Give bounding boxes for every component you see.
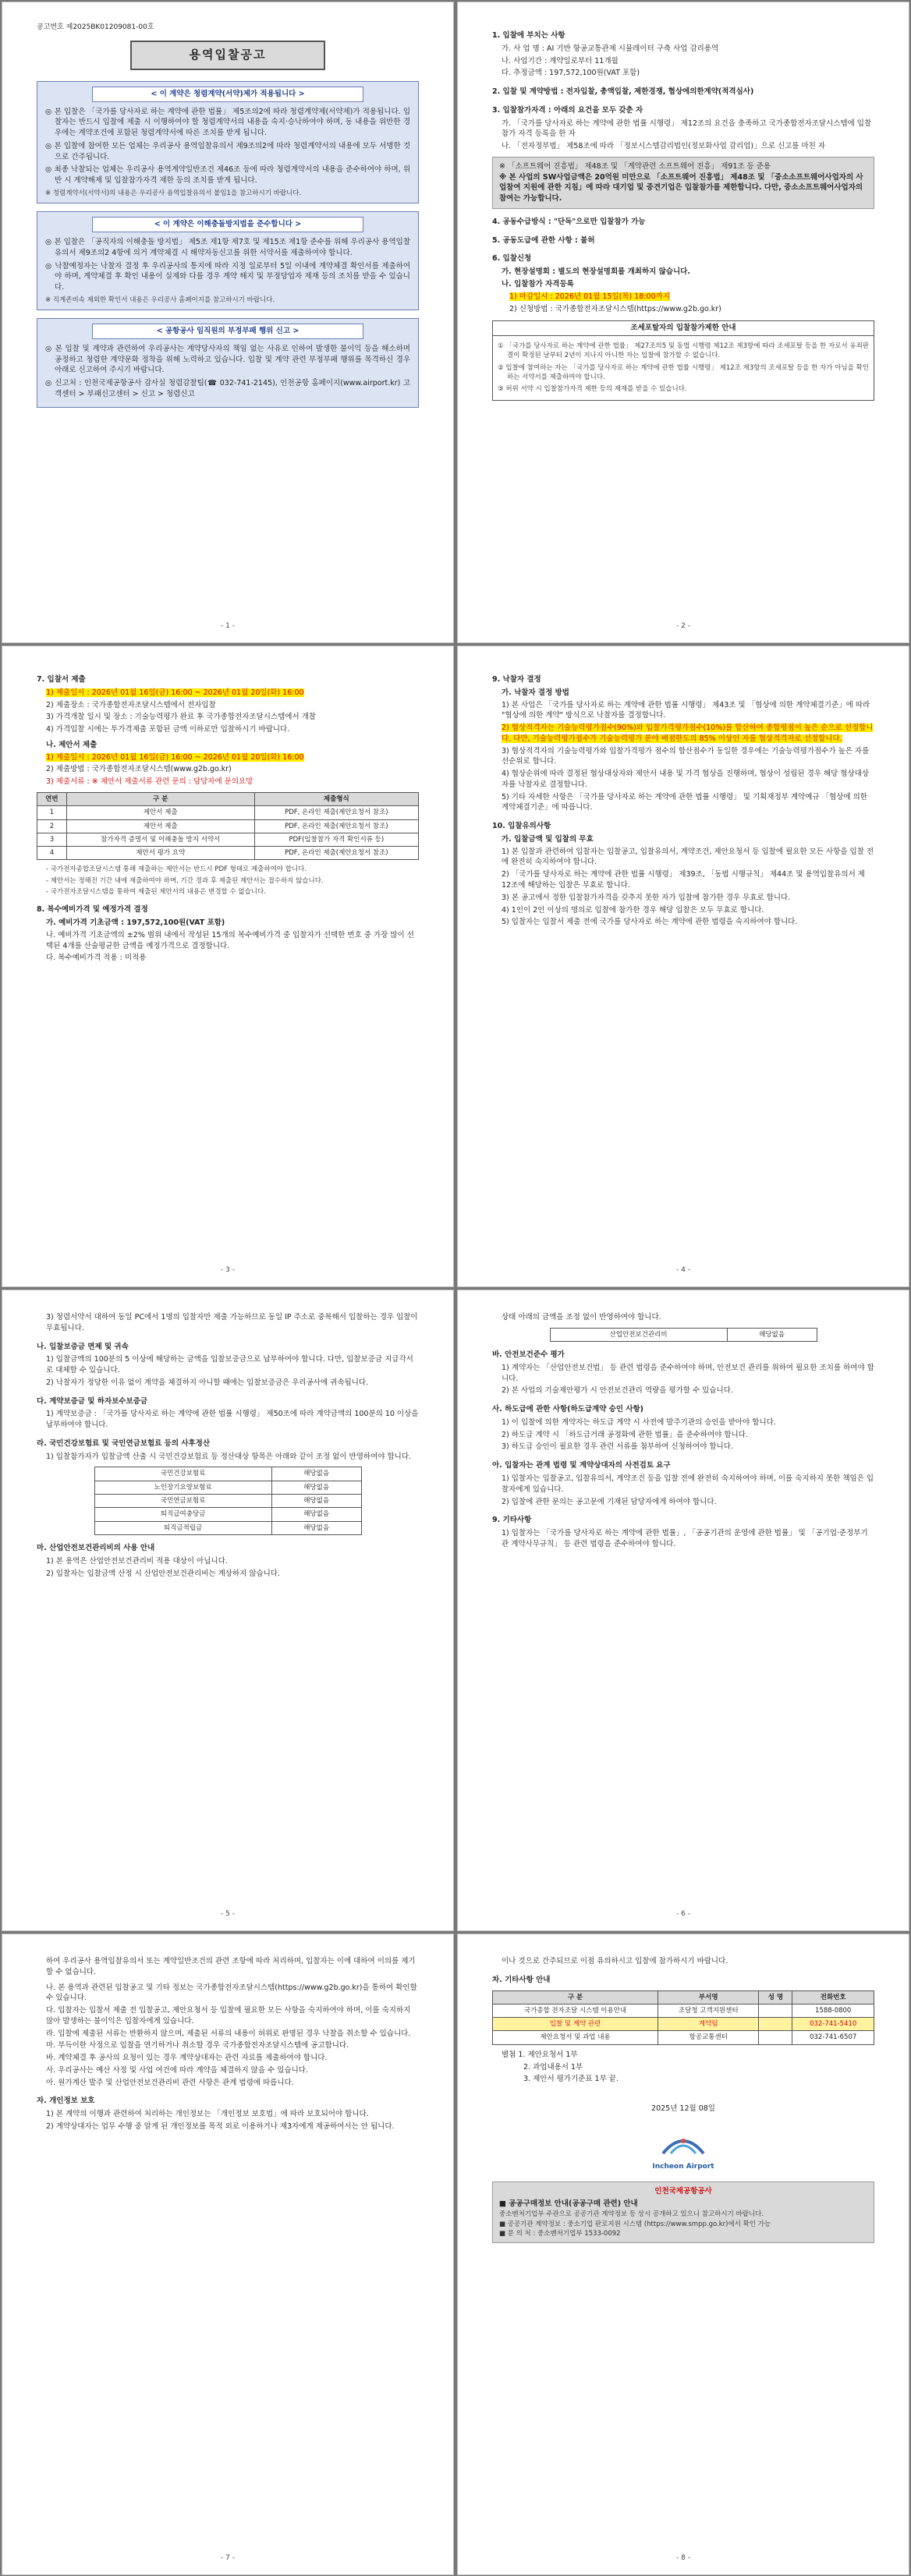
org-name: 인천국제공항공사 <box>654 2186 712 2196</box>
conflict-title: < 이 계약은 이해충돌방지법을 준수합니다 > <box>92 217 363 232</box>
page-1 <box>2 2 454 643</box>
page-number: - 1 - <box>221 621 235 630</box>
attachment: 3. 제안서 평가기준표 1부 끝. <box>523 2075 619 2084</box>
footer-item: ■ 문 의 처 : 중소벤처기업부 1533-0092 <box>499 2229 621 2238</box>
page-2 <box>457 2 909 643</box>
table-cell: 제안서 제출 <box>66 819 254 833</box>
list-item: 나. 입찰참가 자격등록 <box>502 280 574 289</box>
table-cell: 퇴직급여충당금 <box>94 1508 271 1521</box>
airport-logo-icon <box>660 2132 707 2158</box>
list-item: 바. 계약체결 후 공사의 요청이 있는 경우 계약상대자는 관련 자료를 제출하여야 합니다. <box>46 2054 328 2063</box>
table-cell: 1588-0800 <box>792 2004 874 2017</box>
table-cell: 제안서 제출 <box>66 806 254 819</box>
table-cell: 참가자격 증명서 및 이해충돌 방지 서약서 <box>66 833 254 846</box>
list-item: 3) 하도급 승인이 필요한 경우 관련 서류를 첨부하여 신청하여야 합니다. <box>502 1442 733 1452</box>
table-cell: PDF(입찰참가 자격 확인서류 등) <box>254 833 418 846</box>
table-cell: 노인장기요양보험료 <box>94 1481 271 1494</box>
box2-note: ※ 직계존비속 제외한 확인서 내용은 우리공사 홈페이지를 참고하시기 바랍니다. <box>45 295 275 304</box>
box3-item: ◎ 신고처 : 인천국제공항공사 감사실 청렴감찰팀(☎ 032-741-2145), 인천공항 홈페이지(www.airport.kr) 고객센터 > 부패신고센터 > 신고 > 청렴신고 <box>45 379 410 398</box>
list-item: 2) 「국가를 당사자로 하는 계약에 관한 법률 시행령」 제39조, 「동법 시행규칙」 제44조 및 용역입찰유의서 제12조에 해당하는 입찰은 무효로 합니다. <box>502 870 865 890</box>
list-item: 1) 계약보증금 : 「국가를 당사자로 하는 계약에 관한 법률 시행령」 제50조에 따라 계약금액의 100분의 10 이상을 납부하여야 합니다. <box>46 1410 419 1430</box>
list-item: 하여 우리공사 용역입찰유의서 또는 계약일반조건의 관련 조항에 따라 처리하며, 입찰자는 이에 대하여 이의를 제기할 수 없습니다. <box>46 1957 416 1976</box>
table-cell: PDF, 온라인 제출(제안요청서 참조) <box>254 819 418 833</box>
table-header: 전화번호 <box>792 1990 874 2004</box>
section-heading: 5. 공동도급에 관한 사항 : 불허 <box>492 235 595 245</box>
proposal-deadline: 1) 제출일시 : 2026년 01월 16일(금) 16:00 ~ 2026년 01월 20일(화) 16:00 <box>46 752 304 762</box>
table-cell: 1 <box>37 806 67 819</box>
section-heading: 마. 산업안전보건관리비의 사용 안내 <box>37 1543 155 1552</box>
section-heading: 10. 입찰유의사항 <box>492 822 551 831</box>
list-item: 3) 제출서류 : ※ 제안서 제출서류 관련 문의 : 담당자에 문의요망 <box>46 777 253 787</box>
section-heading: 바. 안전보건준수 평가 <box>492 1350 565 1360</box>
table-row <box>493 2031 874 2044</box>
table-cell: 국민연금보험료 <box>94 1495 271 1508</box>
page-8 <box>457 1934 909 2575</box>
list-item: 3) 가격개찰 일시 및 장소 : 기술능력평가 완료 후 국가종합전자조달시스템에서 개찰 <box>46 713 316 722</box>
box1-note: ※ 청렴계약서(서약서)의 내용은 우리공사 용역입찰유의서 붙임1을 참고하시기 바랍니다. <box>45 189 302 197</box>
box2-item: ◎ 낙찰예정자는 낙찰자 결정 후 우리공사의 통지에 따라 지정 일로부터 5일 이내에 계약체결 확인서를 제출하여야 하며, 계약체결 후 확인 내용이 실제와 다를 경우 계약 해지 및 부정당업자 제재 등의 조치를 받을 수 있습니다. <box>45 261 410 292</box>
list-item: 3) 청렴서약서 대하여 동일 PC에서 1명의 입찰자만 제출 가능하므로 동일 IP 주소로 중복해서 입찰하는 경우 입찰이 무효됩니다. <box>46 1313 418 1332</box>
registration-deadline: 1) 마감일시 : 2026년 01월 15일(목) 18:00까지 <box>509 292 670 301</box>
page-3 <box>2 646 454 1287</box>
table-row <box>37 833 419 846</box>
table-row <box>37 806 419 819</box>
list-item: 나. 본 용역과 관련된 입찰공고 및 기타 정보는 국가종합전자조달시스템(https://www.g2b.go.kr)을 통하여 확인할 수 있습니다. <box>46 1983 417 2003</box>
public-procurement-box <box>492 2181 874 2243</box>
list-item: 가. 낙찰자 결정 방법 <box>502 688 569 697</box>
table-cell: 032-741-6507 <box>792 2031 874 2044</box>
table-header: 제출형식 <box>254 792 418 805</box>
table-cell: 조달청 고객지원센터 <box>658 2004 759 2017</box>
list-item: 다. 복수예비가격 적용 : 미적용 <box>46 954 147 963</box>
table-cell: 해당없음 <box>271 1495 361 1508</box>
list-item: 1) 입찰자는 「국가를 당사자로 하는 계약에 관한 법률」, 「공공기관의 운영에 관한 법률」 및 「공기업·준정부기관 계약사무규칙」 등 관련 법령을 준수하여야 합니다. <box>502 1529 868 1548</box>
integrity-contract-box <box>37 81 419 203</box>
conflict-of-interest-box <box>37 211 419 310</box>
list-item: 1) 본 계약의 이행과 관련하여 처리하는 개인정보는 「개인정보 보호법」에 따라 보호되어야 합니다. <box>46 2110 369 2119</box>
list-item: 5) 기타 자세한 사항은 「국가를 당사자로 하는 계약에 관한 법률 시행령」 및 기획재정부 계약예규 「협상에 의한 계약체결기준」에 따릅니다. <box>502 792 867 812</box>
list-item: 1) 입찰참가자가 입찰금액 산출 시 국민건강보험료 등 정산대상 항목은 아래와 같이 조정 없이 반영하여야 합니다. <box>46 1452 412 1461</box>
contact-table <box>492 1990 874 2045</box>
list-item: 1) 입찰금액의 100분의 5 이상에 해당하는 금액을 입찰보증금으로 납부하여야 합니다. 다만, 입찰보증금 지급각서로 대체할 수 있습니다. <box>46 1355 413 1375</box>
table-cell: 제안요청서 및 과업 내용 <box>493 2031 658 2044</box>
table-cell: 해당없음 <box>271 1481 361 1494</box>
table-row <box>94 1508 361 1521</box>
sw-notice-box <box>492 157 874 209</box>
list-item: 5) 입찰자는 입찰서 제출 전에 국가를 당사자로 하는 계약에 관한 법령을 숙지하여야 합니다. <box>502 918 798 927</box>
list-item: 1) 입찰자는 입찰공고, 입찰유의서, 계약조건 등을 입찰 전에 완전히 숙지하여야 하며, 이를 숙지하지 못한 책임은 입찰자에게 있습니다. <box>502 1474 874 1494</box>
table-cell: 4 <box>37 847 67 860</box>
page-number: - 3 - <box>221 1265 235 1274</box>
table-header: 성 명 <box>759 1990 792 2004</box>
table-row <box>94 1521 361 1534</box>
footer-item: ■ 공공기관 계약정보 : 중소기업 판로지원 시스템 (https://www.smpp.go.kr)에서 확인 가능 <box>499 2220 771 2228</box>
integrity-contract-title: < 이 계약은 청렴계약(서약)제가 적용됩니다 > <box>92 87 363 102</box>
table-cell: 입찰 및 계약 관련 <box>493 2018 658 2031</box>
footer-item: 중소벤처기업부 주관으로 공공기관 계약정보 등 상시 공개하고 있으니 참고하시기 바랍니다. <box>499 2210 764 2219</box>
note: - 국가전자종합조달시스템 통해 제출하는 제안서는 반드시 PDF 형태로 제출하여야 합니다. <box>46 865 307 874</box>
section-heading: 아. 입찰자는 관계 법령 및 계약상대자의 사전검토 요구 <box>492 1461 671 1470</box>
page-7 <box>2 1934 454 2575</box>
section-heading: 9. 낙찰자 결정 <box>492 675 541 684</box>
list-item: 2) 낙찰자가 정당한 이유 없이 계약을 체결하지 아니할 때에는 입찰보증금은 우리공사에 귀속됩니다. <box>46 1378 369 1387</box>
list-item: 다. 추정금액 : 197,572,100원(VAT 포함) <box>502 69 640 78</box>
corruption-title: < 공항공사 임직원의 부정부패 행위 신고 > <box>92 324 363 339</box>
table-cell: 계약팀 <box>658 2018 759 2031</box>
table-cell: 해당없음 <box>271 1521 361 1534</box>
section-heading: 2. 입찰 및 계약방법 : 전자입찰, 총액입찰, 제한경쟁, 협상에의한계약(적격심사) <box>492 87 754 97</box>
table-header: 부서명 <box>658 1990 759 2004</box>
table-cell <box>759 2018 792 2031</box>
attachment: 2. 과업내용서 1부 <box>523 2062 583 2072</box>
warn-item: ① 「국가를 당사자로 하는 계약에 관한 법률」 제27조의5 및 동법 시행령 제12조 제3항에 따라 조세포탈 등을 한 자로서 유죄판결이 확정된 날부터 2년이 지나지 아니한 자는 입찰에 참가할 수 없습니다. <box>498 342 869 360</box>
page-number: - 4 - <box>676 1265 690 1274</box>
table-header: 구 분 <box>66 792 254 805</box>
page-5 <box>2 1290 454 1931</box>
table-cell: 032-741-5410 <box>792 2018 874 2031</box>
safety-cost-table <box>550 1328 817 1342</box>
warn-item: ③ 허위 서약 시 입찰참가자격 제한 등의 제재를 받을 수 있습니다. <box>498 385 687 394</box>
list-item: 1) 계약자는 「산업안전보건법」 등 관련 법령을 준수하여야 하며, 안전보건 관리를 위하여 필요한 조치를 하여야 합니다. <box>502 1363 874 1383</box>
section-heading: 다. 계약보증금 및 하자보수보증금 <box>37 1396 148 1406</box>
sw-notice: ※ 본 사업의 SW사업금액은 20억원 미만으로 「소프트웨어 진흥법」 제48조 및 「중소소프트웨어사업자의 사업참여 지원에 관한 지침」에 따라 대기업 및 중견기업은 입찰참가를 제한합니다. 다만, 중소소프트웨어사업자의 참여는 가능합니다. <box>499 172 863 203</box>
table-cell: 퇴직금적립금 <box>94 1521 271 1534</box>
section-heading: 차. 기타사항 안내 <box>492 1975 551 1984</box>
table-row <box>37 847 419 860</box>
tax-warning-title: 조세포탈자의 입찰참가제한 안내 <box>492 320 874 336</box>
list-item: 나. 「전자정부법」 제58조에 따라 「정보시스템감리법인(정보화사업 감리업)」으로 신고를 마친 자 <box>502 142 826 151</box>
list-item: 마. 부득이한 사정으로 입찰을 연기하거나 취소할 경우 국가종합전자조달시스템에 공고합니다. <box>46 2041 349 2051</box>
section-heading: 자. 개인정보 보호 <box>37 2097 95 2106</box>
table-cell: 해당없음 <box>727 1328 817 1341</box>
list-item: 1) 본 사업은 「국가를 당사자로 하는 계약에 관한 법률 시행령」 제43조 및 「협상에 의한 계약체결기준」에 따라 "협상에 의한 계약" 방식으로 낙찰자를 결정합니다. <box>502 700 870 720</box>
announcement-date: 2025년 12월 08일 <box>651 2104 715 2114</box>
list-item: 나. 예비가격 기초금액의 ±2% 범위 내에서 작성된 15개의 복수예비가격 중 입찰자가 선택한 번호 중 가장 많이 선택된 4개를 산술평균한 금액을 예정가격으로 결정합니다. <box>46 930 414 950</box>
page-6 <box>457 1290 909 1931</box>
table-header: 구 분 <box>493 1990 658 2004</box>
list-item: 가. 입찰금액 및 입찰의 무효 <box>502 834 594 844</box>
list-item: 2) 제출장소 : 국가종합전자조달시스템에서 전자입찰 <box>46 700 216 709</box>
list-item: 4) 가격입찰 시에는 투가격제출 포함된 금액 이하로만 입찰하시기 바랍니다. <box>46 725 290 734</box>
table-row <box>493 2018 874 2031</box>
insurance-table <box>94 1467 362 1535</box>
page-number: - 2 - <box>676 621 690 630</box>
bid-deadline: 1) 제출일시 : 2026년 01월 16일(금) 16:00 ~ 2026년 01월 20일(화) 16:00 <box>46 688 304 697</box>
list-item: 2) 신청방법 : 국가종합전자조달시스템(https://www.g2b.go.kr) <box>509 304 721 313</box>
airport-logo <box>492 2132 874 2172</box>
list-item: 아. 원가계산 발주 및 산업안전보건관리비 관련 사항은 관계 법령에 따릅니다. <box>46 2078 294 2087</box>
list-item: 3) 협상적격자의 기술능력평가와 입찰가격평가 점수의 합산점수가 동일한 경우에는 기술능력평가점수가 높은 자를 선순위로 합니다. <box>502 746 870 766</box>
section-heading: 4. 공동수급방식 : "단독"으로만 입찰참가 가능 <box>492 217 646 226</box>
section-heading: 8. 복수예비가격 및 예정가격 결정 <box>37 905 148 915</box>
table-row <box>94 1467 361 1481</box>
list-item: 2) 본 사업의 기술제안평가 시 안전보건관리 역량을 평가할 수 있습니다. <box>502 1386 733 1396</box>
table-row <box>94 1481 361 1494</box>
list-item: 1) 본 입찰과 관련하여 입찰자는 입찰공고, 입찰유의서, 계약조건, 제안요청서 등 입찰에 필요한 모든 사항을 입찰 전에 완전히 숙지하여야 합니다. <box>502 847 874 867</box>
list-item: 가. 예비가격 기초금액 : 197,572,100원(VAT 포함) <box>46 918 225 928</box>
section-heading: 3. 입찰참가자격 : 아래의 요건을 모두 갖춘 자 <box>492 105 643 115</box>
list-item: 4) 1인이 2인 이상의 명의로 입찰에 참가한 경우 해당 입찰은 모두 무효로 합니다. <box>502 905 764 915</box>
table-cell <box>759 2031 792 2044</box>
table-cell: PDF, 온라인 제출(제안요청서 참조) <box>254 806 418 819</box>
table-row <box>37 819 419 833</box>
list-item: 사. 우리공사는 예산 사정 및 사업 여건에 따라 계약을 체결하지 않을 수 있습니다. <box>46 2065 308 2075</box>
section-heading: 1. 입찰에 부치는 사항 <box>492 31 565 40</box>
list-item: 다. 입찰자는 입찰서 제출 전 입찰공고, 제안요청서 등 입찰에 필요한 모든 사항을 숙지하여야 하며, 이를 숙지하지 않아 발생하는 불이익은 입찰자에게 있습니다. <box>46 2006 411 2026</box>
logo-text: Incheon Airport <box>652 2162 714 2171</box>
list-item: 가. 현장설명회 : 별도의 현장설명회를 개최하지 않습니다. <box>502 267 690 277</box>
notice-number: 공고번호 제2025BK01209081-00호 <box>37 23 154 31</box>
section-heading: 나. 입찰보증금 면제 및 귀속 <box>37 1342 129 1351</box>
table-cell <box>759 2004 792 2017</box>
table-cell: 3 <box>37 833 67 846</box>
list-item: 2) 제출방법 : 국가종합전자조달시스템(www.g2b.go.kr) <box>46 765 232 774</box>
page-title: 용역입찰공고 <box>130 41 325 70</box>
list-item: 이나 것으로 간주되므로 이점 유의하시고 입찰에 참가하시기 바랍니다. <box>502 1957 728 1966</box>
list-item: 4) 협상순위에 따라 결정된 협상대상자와 제안서 내용 및 가격 협상을 진행하며, 협상이 성립된 경우 해당 협상대상자를 낙찰자로 결정합니다. <box>502 770 870 789</box>
list-item: 나. 제안서 제출 <box>46 740 97 749</box>
corruption-report-box <box>37 318 419 408</box>
sw-notice: ※ 「소프트웨어 진흥법」 제48조 및 「계약관련 소프트웨어 진흥」 제91조 등 준용 <box>499 161 771 171</box>
table-cell: 2 <box>37 819 67 833</box>
section-heading: 9. 기타사항 <box>492 1516 532 1525</box>
page-4 <box>457 646 909 1287</box>
table-cell: 산업안전보건관리비 <box>550 1328 727 1341</box>
note: - 제안서는 정해진 기간 내에 제출하여야 하며, 기간 경과 후 제출된 제안서는 접수하지 않습니다. <box>46 876 324 885</box>
box1-item: ◎ 본 입찰은 「국가를 당사자로 하는 계약에 관한 법률」 제5조의2에 따라 청렴계약제(서약제)가 적용됩니다. 입찰자는 반드시 입찰에 제출 시 이행하여야 할 청렴계약서의 내용을 숙지·승낙하여야 하며, 동 내용을 위반한 경우에는 계약조건에 포함된 청렴계약서에 따른 조치를 받게 됩니다. <box>45 107 410 138</box>
submission-table <box>37 792 419 861</box>
list-item: 1) 본 용역은 산업안전보건관리비 적용 대상이 아닙니다. <box>46 1556 228 1566</box>
box2-item: ◎ 본 입찰은 「공직자의 이해충돌 방지법」 제5조 제1항 제7호 및 제15조 제1항 준수를 위해 우리공사 용역입찰유의서 제9조의2 4항에 의거 계약체결 시 해약자동신고를 위한 서약서를 제출하여야 합니다. <box>45 238 410 257</box>
footer-title: ■ 공공구매정보 안내(공공구매 관련) 안내 <box>499 2199 638 2209</box>
list-item: 라. 입찰에 제출된 서류는 반환하지 않으며, 제출된 서류의 내용이 허위로 판명된 경우 낙찰을 취소할 수 있습니다. <box>46 2029 411 2038</box>
page-number: - 6 - <box>676 1909 690 1918</box>
box1-item: ◎ 최종 낙찰되는 업체는 우리공사 용역계약일반조건 제46조 등에 따라 청렴계약서의 내용을 준수하여야 하며, 위반 시 계약해제 및 입찰참가자격 제한 등의 조치를 받게 됩니다. <box>45 165 410 186</box>
section-heading: 7. 입찰서 제출 <box>37 675 86 684</box>
table-cell: 해당없음 <box>271 1467 361 1481</box>
section-heading: 6. 입찰신청 <box>492 254 532 264</box>
box3-item: ◎ 본 입찰 및 계약과 관련하여 우리공사는 계약당사자의 책임 없는 사유로 인하여 발생한 불이익 등을 해소하며 공정하고 청렴한 계약문화 정착을 위해 노력하고 있습니다. 입찰 및 계약 관련 부정부패 행위를 목격하신 경우 아래로 신고하여 주시기 바랍니다. <box>45 344 410 375</box>
box1-item: ◎ 본 입찰에 참여한 모든 업체는 우리공사 용역입찰유의서 제9조의2에 따라 청렴계약서의 내용에 모두 서명한 것으로 간주됩니다. <box>45 141 410 161</box>
page-number: - 5 - <box>221 1909 235 1918</box>
evaluation-ratio: 2) 협상적격자는 기술능력평가점수(90%)와 입찰가격평가점수(10%)를 합산하여 종합평점이 높은 순으로 선정합니다. 다만, 기술능력평가점수가 기술능력평가 분야 배점한도의 85% 이상인 자를 협상적격자로 선정합니다. <box>502 724 874 743</box>
table-cell: 항공교통센터 <box>658 2031 759 2044</box>
table-row <box>493 2004 874 2017</box>
note: - 국가전자조달시스템을 통하여 제출된 제안서의 내용은 변경할 수 없습니다. <box>46 888 266 897</box>
list-item: 3) 본 공고에서 정한 입찰참가자격을 갖추지 못한 자가 입찰에 참가한 경우 무효로 합니다. <box>502 893 791 902</box>
tax-warning-box <box>492 336 874 401</box>
list-item: 1) 이 입찰에 의한 계약자는 하도급 계약 시 사전에 발주기관의 승인을 받아야 합니다. <box>502 1417 776 1427</box>
table-cell: PDF, 온라인 제출(제안요청서 참조) <box>254 847 418 860</box>
warn-item: ② 입찰에 참여하는 자는 「국가를 당사자로 하는 계약에 관한 법률 시행령」 제12조 제3항의 조세포탈 등을 한 자가 아님을 확인하는 서약서를 제출하여야 합니다. <box>498 363 869 382</box>
list-item: 가. 사 업 명 : AI 기반 항공교통관제 시뮬레이터 구축 사업 감리용역 <box>502 44 719 53</box>
table-header: 연번 <box>37 792 67 805</box>
list-item: 2) 입찰자는 입찰금액 산정 시 산업안전보건관리비는 계상하지 않습니다. <box>46 1569 281 1578</box>
table-row <box>94 1495 361 1508</box>
list-item: 2) 계약상대자는 업무 수행 중 알게 된 개인정보를 목적 외로 이용하거나 제3자에게 제공하여서는 안 됩니다. <box>46 2121 395 2131</box>
table-row <box>550 1328 817 1341</box>
list-item: 나. 사업기간 : 계약일로부터 11개월 <box>502 56 619 65</box>
page-number: - 7 - <box>221 2553 235 2562</box>
attachment: 별첨 1. 제안요청서 1부 <box>502 2050 578 2059</box>
list-item: 2) 하도급 계약 시 「하도급거래 공정화에 관한 법률」을 준수하여야 합니다. <box>502 1430 748 1439</box>
section-heading: 라. 국민건강보험료 및 국민연금보험료 등의 사후정산 <box>37 1438 211 1448</box>
list-item: 2) 입찰에 관한 문의는 공고문에 기재된 담당자에게 하여야 합니다. <box>502 1497 717 1506</box>
table-cell: 제안서 평가 요약 <box>66 847 254 860</box>
list-item: 상태 아래의 금액을 조정 없이 반영하여야 합니다. <box>502 1313 661 1322</box>
table-cell: 국민건강보험료 <box>94 1467 271 1481</box>
list-item: 가. 「국가를 당사자로 하는 계약에 관한 법률 시행령」 제12조의 요건을 충족하고 국가종합전자조달시스템에 입찰참가 자격 등록을 한 자 <box>502 119 872 139</box>
section-heading: 사. 하도급에 관한 사항(하도급계약 승인 사항) <box>492 1405 644 1414</box>
table-cell: 국가종합 전자조달 시스템 이용안내 <box>493 2004 658 2017</box>
table-cell: 해당없음 <box>271 1508 361 1521</box>
page-number: - 8 - <box>676 2553 690 2562</box>
